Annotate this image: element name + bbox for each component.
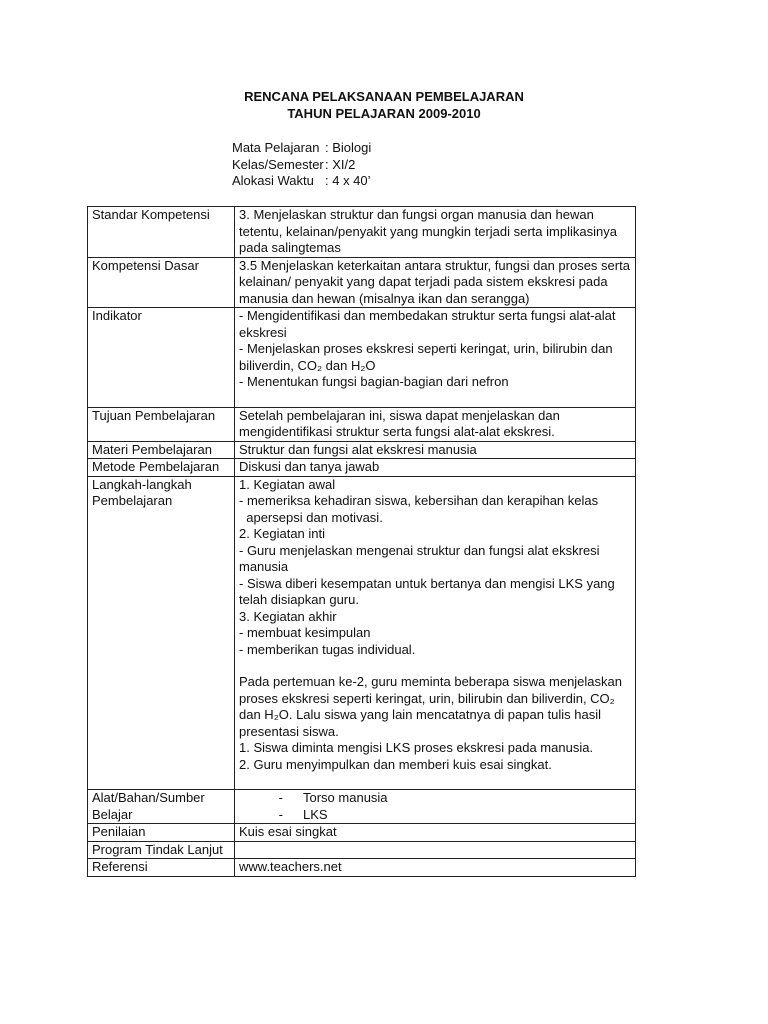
table-row	[88, 308, 636, 408]
row-label: Program Tindak Lanjut	[92, 841, 223, 857]
meta-row	[232, 173, 371, 190]
content-line: - memeriksa kehadiran siswa, kebersihan dan kerapihan kelas	[239, 493, 599, 508]
content-line: 3. Menjelaskan struktur dan fungsi organ manusia dan hewan	[239, 207, 594, 222]
row-content-cell	[235, 257, 636, 308]
meta-value: : XI/2	[325, 156, 356, 172]
row-label-cell	[88, 841, 235, 859]
table-row	[88, 459, 636, 477]
content-line: - Menentukan fungsi bagian-bagian dari nefron	[239, 374, 509, 389]
content-line: - memberikan tugas individual.	[239, 641, 416, 657]
content-line: apersepsi dan motivasi.	[239, 509, 383, 525]
content-line: telah disiapkan guru.	[239, 592, 359, 607]
content-line: Pada pertemuan ke-2, guru meminta beberapa siswa menjelaskan	[239, 674, 622, 689]
content-line: 2. Kegiatan inti	[239, 526, 326, 541]
row-label-cell	[88, 790, 235, 824]
row-label: Pembelajaran	[92, 493, 173, 508]
content-line: - membuat kesimpulan	[239, 625, 371, 640]
list-bullet: -	[278, 790, 283, 805]
table-row	[88, 824, 636, 842]
content-line: dan H₂O. Lalu siswa yang lain mencatatnya di papan tulis hasil	[239, 707, 602, 722]
content-line: 3.5 Menjelaskan keterkaitan antara struktur, fungsi dan proses serta	[239, 257, 630, 273]
row-label: Indikator	[92, 308, 142, 323]
row-label: Tujuan Pembelajaran	[92, 407, 216, 423]
meta-label: Mata Pelajaran	[232, 140, 320, 155]
row-label-cell	[88, 308, 235, 408]
content-line: - Siswa diberi kesempatan untuk bertanya dan mengisi LKS yang	[239, 575, 615, 591]
meta-value: : 4 x 40’	[325, 173, 371, 188]
row-content-cell	[235, 841, 636, 859]
content-line: manusia dan hewan (misalnya ikan dan serangga)	[239, 290, 530, 306]
row-content-cell	[235, 824, 636, 842]
meta-row	[232, 157, 371, 174]
meta-info	[232, 140, 371, 190]
row-content-cell	[235, 859, 636, 877]
row-content-cell	[235, 407, 636, 441]
list-item-text: LKS	[303, 806, 328, 822]
row-label-cell	[88, 257, 235, 308]
row-label-cell	[88, 824, 235, 842]
row-content-cell	[235, 459, 636, 477]
content-line: mengidentifikasi struktur serta fungsi alat-alat ekskresi.	[239, 424, 555, 439]
content-line: Setelah pembelajaran ini, siswa dapat menjelaskan dan	[239, 407, 560, 423]
row-label-cell	[88, 859, 235, 877]
table-row	[88, 257, 636, 308]
list-item	[239, 790, 631, 807]
content-line: biliverdin, CO₂ dan H₂O	[239, 357, 376, 373]
row-label: Metode Pembelajaran	[92, 459, 220, 474]
content-line: - Mengidentifikasi dan membedakan struktur serta fungsi alat-alat	[239, 308, 616, 323]
row-label-cell	[88, 459, 235, 477]
row-label: Standar Kompetensi	[92, 207, 210, 222]
content-line: 2. Guru menyimpulkan dan memberi kuis esai singkat.	[239, 756, 552, 772]
content-line	[239, 773, 631, 789]
table-row	[88, 859, 636, 877]
row-content-cell	[235, 476, 636, 790]
list-item	[239, 807, 631, 824]
content-line: pada salingtemas	[239, 240, 341, 255]
row-label: Alat/Bahan/Sumber	[92, 790, 205, 805]
row-label: Referensi	[92, 859, 148, 874]
content-line: manusia	[239, 559, 289, 574]
row-label: Langkah-langkah	[92, 476, 192, 492]
row-content-cell	[235, 790, 636, 824]
meta-value: : Biologi	[325, 140, 372, 155]
row-content-cell	[235, 207, 636, 258]
content-line: proses ekskresi seperti keringat, urin, bilirubin dan biliverdin, CO₂	[239, 690, 615, 706]
table-row	[88, 441, 636, 459]
meta-row	[232, 140, 371, 157]
table-row	[88, 407, 636, 441]
content-line: Diskusi dan tanya jawab	[239, 459, 380, 474]
table-row	[88, 790, 636, 824]
row-content-cell	[235, 441, 636, 459]
table-row	[88, 476, 636, 790]
content-line: Kuis esai singkat	[239, 824, 337, 839]
content-line: 3. Kegiatan akhir	[239, 608, 337, 624]
content-line: 1. Kegiatan awal	[239, 476, 336, 492]
row-label: Kompetensi Dasar	[92, 257, 199, 273]
content-line: kelainan/ penyakit yang dapat terjadi pada sistem ekskresi pada	[239, 274, 608, 289]
row-content-cell	[235, 308, 636, 408]
list-item-text: Torso manusia	[303, 790, 388, 805]
row-label: Materi Pembelajaran	[92, 441, 212, 457]
row-label: Penilaian	[92, 824, 146, 839]
content-line: presentasi siswa.	[239, 723, 339, 739]
document-subtitle: TAHUN PELAJARAN 2009-2010	[287, 106, 481, 121]
content-line: 1. Siswa diminta mengisi LKS proses ekskresi pada manusia.	[239, 740, 594, 755]
content-line: - Guru menjelaskan mengenai struktur dan fungsi alat ekskresi	[239, 542, 600, 558]
row-label: Belajar	[92, 806, 133, 822]
meta-label: Alokasi Waktu	[232, 173, 314, 188]
list-bullet: -	[278, 806, 283, 822]
row-label-cell	[88, 441, 235, 459]
content-line: ekskresi	[239, 324, 287, 340]
content-line: - Menjelaskan proses ekskresi seperti keringat, urin, bilirubin dan	[239, 341, 613, 356]
content-line: Struktur dan fungsi alat ekskresi manusia	[239, 441, 477, 457]
content-line: tetentu, kelainan/penyakit yang mungkin terjadi serta implikasinya	[239, 223, 617, 239]
document-title: RENCANA PELAKSANAAN PEMBELAJARAN	[244, 89, 524, 104]
content-line	[239, 658, 631, 674]
content-line	[239, 391, 631, 407]
row-label-cell	[88, 407, 235, 441]
content-line: www.teachers.net	[239, 859, 342, 874]
meta-label: Kelas/Semester	[232, 156, 324, 172]
lesson-plan-table	[87, 206, 636, 877]
table-row	[88, 841, 636, 859]
content-line	[239, 842, 631, 858]
row-label-cell	[88, 207, 235, 258]
row-label-cell	[88, 476, 235, 790]
table-row	[88, 207, 636, 258]
